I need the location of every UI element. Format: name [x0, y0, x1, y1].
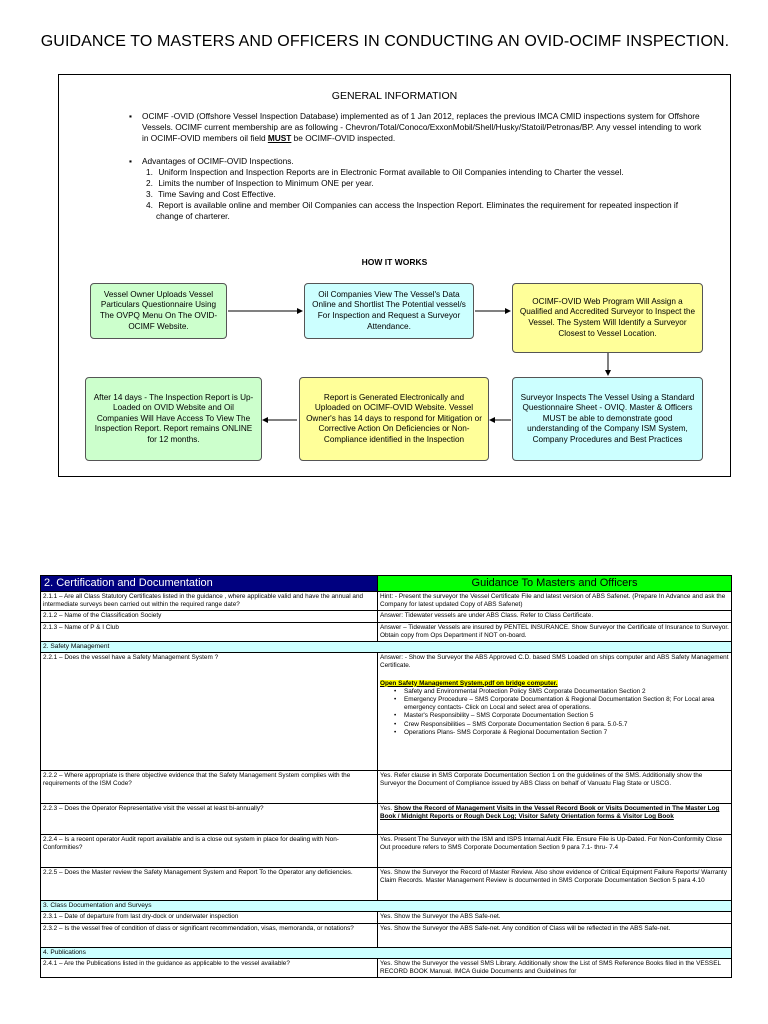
intro-text: OCIMF -OVID (Offshore Vessel Inspection Database) implemented as of 1 Jan 2012, replaces the previous IMCA CMID inspections system for Offshore Vessels. OCIMF current membership are as following - Chevron/Total/Conoco/ExxonMobil/Shell/Husky/Statoil/Petronas/BP. Any vessel intending to work in OCIMF-OVID members oil field [142, 111, 702, 143]
answer-cell: Yes. Present The Surveyor with the ISM and ISPS Internal Audit File. Ensure File is Up-Dated. For Non-Conformity Close Out procedure refers to SMS Corporate Documentation Section 9 para 7.1- thru- 7.4 [378, 835, 732, 868]
flow-step-oil-companies-view: Oil Companies View The Vessel's Data Online and Shortlist The Potential vessel/s For Inspection and Request a Surveyor Attendance. [304, 283, 474, 339]
intro-text-end: be OCIMF-OVID inspected. [291, 133, 396, 143]
answer-cell: Yes. Show the Surveyor the ABS Safe-net. Any condition of Class will be reflected in the ABS Safe-net. [378, 923, 732, 947]
question-cell: 2.1.2 – Name of the Classification Society [41, 611, 378, 622]
advantage-item: 3. Time Saving and Cost Effective. [146, 189, 276, 199]
sms-link-text: Open Safety Management System.pdf on bridge computer. [380, 679, 558, 687]
page-title: GUIDANCE TO MASTERS AND OFFICERS IN CONDUCTING AN OVID-OCIMF INSPECTION. [40, 33, 730, 50]
answer-cell: Answer – Tidewater Vessels are insured by PENTEL INSURANCE. Show Surveyor the Certificate of Insurance to Surveyor. Obtain copy from Ops Department if NOT on-board. [378, 622, 732, 641]
table-row [41, 771, 732, 804]
sms-item: • Safety and Environmental Protection Policy SMS Corporate Documentation Section 2 [394, 687, 646, 695]
table-row [41, 592, 732, 611]
question-cell: 2.1.3 – Name of P & I Club [41, 622, 378, 641]
question-cell: 2.2.3 – Does the Operator Representative visit the vessel at least bi-annually? [41, 804, 378, 835]
question-cell: 2.2.2 – Where appropriate is there objective evidence that the Safety Management System complies with the requirements of the ISM Code? [41, 771, 378, 804]
question-cell: 2.2.5 – Does the Master review the Safety Management System and Report To the Operator any deficiencies. [41, 868, 378, 901]
table-row [41, 912, 732, 923]
sms-item: • Master's Responsibility – SMS Corporate Documentation Section 5 [394, 712, 594, 720]
flow-step-assign-surveyor: OCIMF-OVID Web Program Will Assign a Qualified and Accredited Surveyor to Inspect the Vessel. The System Will Identify a Surveyor Closest to Vessel Location. [512, 283, 703, 353]
advantage-item: 2. Limits the number of Inspection to Minimum ONE per year. [146, 178, 374, 188]
table-row [41, 611, 732, 622]
answer-cell: Yes. Show the Surveyor the vessel SMS Library. Additionally show the List of SMS Reference Books filed in the VESSEL RECORD BOOK Manual. IMCA Guide Documents and Guidelines for [378, 958, 732, 977]
advantage-item: 4. Report is available online and member Oil Companies can access the Inspection Report. Eliminates the requirement for repeated inspection if change of charterer. [146, 200, 679, 221]
general-information-box [58, 74, 731, 477]
table-row [41, 958, 732, 977]
flow-step-surveyor-inspects: Surveyor Inspects The Vessel Using a Standard Questionnaire Sheet - OVIQ. Master & Officers MUST be able to demonstrate good understanding of the Company ISM System, Company Procedures and Best Practices [512, 377, 703, 461]
question-cell: 2.2.1 – Does the vessel have a Safety Management System ? [41, 653, 378, 771]
question-cell: 2.3.1 – Date of departure from last dry-dock or underwater inspection [41, 912, 378, 923]
certification-table [40, 575, 732, 978]
bullet-icon: ▪ [129, 111, 132, 121]
answer-cell [378, 653, 732, 771]
advantages-heading: Advantages of OCIMF-OVID Inspections. [142, 156, 294, 166]
table-header-left: 2. Certification and Documentation [41, 576, 378, 592]
table-header-right: Guidance To Masters and Officers [378, 576, 732, 592]
flow-step-report-generated: Report is Generated Electronically and Uploaded on OCIMF-OVID Website. Vessel Owner's has 14 days to respond for Mitigation or Corrective Action On Deficiencies or Non-Compliance identified in the Inspection [299, 377, 489, 461]
answer-cell: Yes. Refer clause in SMS Corporate Documentation Section 1 on the guidelines of the SMS. Additionally show the Surveyor the Document of Compliance issued by ABS Class on behalf of Vanuatu Flag State or USCG. [378, 771, 732, 804]
sms-item: • Crew Responsibilities – SMS Corporate Documentation Section 6 para. 5.0-5.7 [394, 720, 628, 728]
answer-text: Answer: - Show the Surveyor the ABS Approved C.D. based SMS Loaded on ships computer and ABS Safety Management Certificate. [380, 654, 729, 670]
question-cell: 2.3.2 – Is the vessel free of condition of class or significant recommendation, visas, memoranda, or notations? [41, 923, 378, 947]
table-row [41, 804, 732, 835]
must-emphasis: MUST [267, 133, 292, 143]
answer-cell: Yes. Show the Surveyor the ABS Safe-net. [378, 912, 732, 923]
sms-item: • Emergency Procedure – SMS Corporate Documentation & Regional Documentation Section 8; For Local area emergency contacts- Click on Local and select area of operations. [394, 696, 715, 712]
table-row [41, 653, 732, 771]
general-information-heading: GENERAL INFORMATION [331, 90, 458, 102]
answer-cell: Yes. Show the Record of Management Visits in the Vessel Record Book or Visits Documented in The Master Log Book / Midnight Reports or Rough Deck Log; Visitor Safety Orientation forms & Visitor Log Book [378, 804, 732, 835]
answer-cell: Yes. Show the Surveyor the Record of Master Review. Also show evidence of Critical Equipment Failure Reports/ Warranty Claim Records. Master Management Review is documented in SMS Corporate Documentation Section 5 para 4.10 [378, 868, 732, 901]
answer-cell: Hint: - Present the surveyor the Vessel Certificate File and latest version of ABS Safenet. (Prepare In Advance and ask the Company for latest updated Copy of ABS Safenet) [378, 592, 732, 611]
question-cell: 2.1.1 – Are all Class Statutory Certificates listed in the guidance , where applicable valid and have the annual and intermediate surveys been carried out within the required range date? [41, 592, 378, 611]
section-row-class-documentation: 3. Class Documentation and Surveys [41, 901, 732, 912]
answer-cell: Answer: Tidewater vessels are under ABS Class. Refer to Class Certificate. [378, 611, 732, 622]
section-row-safety-management: 2. Safety Management [41, 642, 732, 653]
flow-step-vessel-owner-upload: Vessel Owner Uploads Vessel Particulars Questionnaire Using The OVPQ Menu On The OVID-OCIMF Website. [90, 283, 227, 339]
question-cell: 2.4.1 – Are the Publications listed in the guidance as applicable to the vessel available? [41, 958, 378, 977]
bullet-icon: ▪ [129, 156, 132, 166]
flow-step-report-online: After 14 days - The Inspection Report is Up-Loaded on OVID Website and Oil Companies Will Have Access To View The Inspection Report. Report remains ONLINE for 12 months. [85, 377, 262, 461]
question-cell: 2.2.4 – Is a recent operator Audit report available and is a close out system in place for dealing with Non-Conformities? [41, 835, 378, 868]
table-row [41, 868, 732, 901]
how-it-works-heading: HOW IT WORKS [361, 257, 428, 267]
table-header-row [41, 576, 732, 592]
table-row [41, 835, 732, 868]
section-row-publications: 4. Publications [41, 947, 732, 958]
sms-item: • Operations Plans- SMS Corporate & Regional Documentation Section 7 [394, 728, 608, 736]
table-row [41, 923, 732, 947]
advantage-item: 1. Uniform Inspection and Inspection Reports are in Electronic Format available to Oil Companies intending to Charter the vessel. [146, 167, 624, 177]
table-row [41, 622, 732, 641]
